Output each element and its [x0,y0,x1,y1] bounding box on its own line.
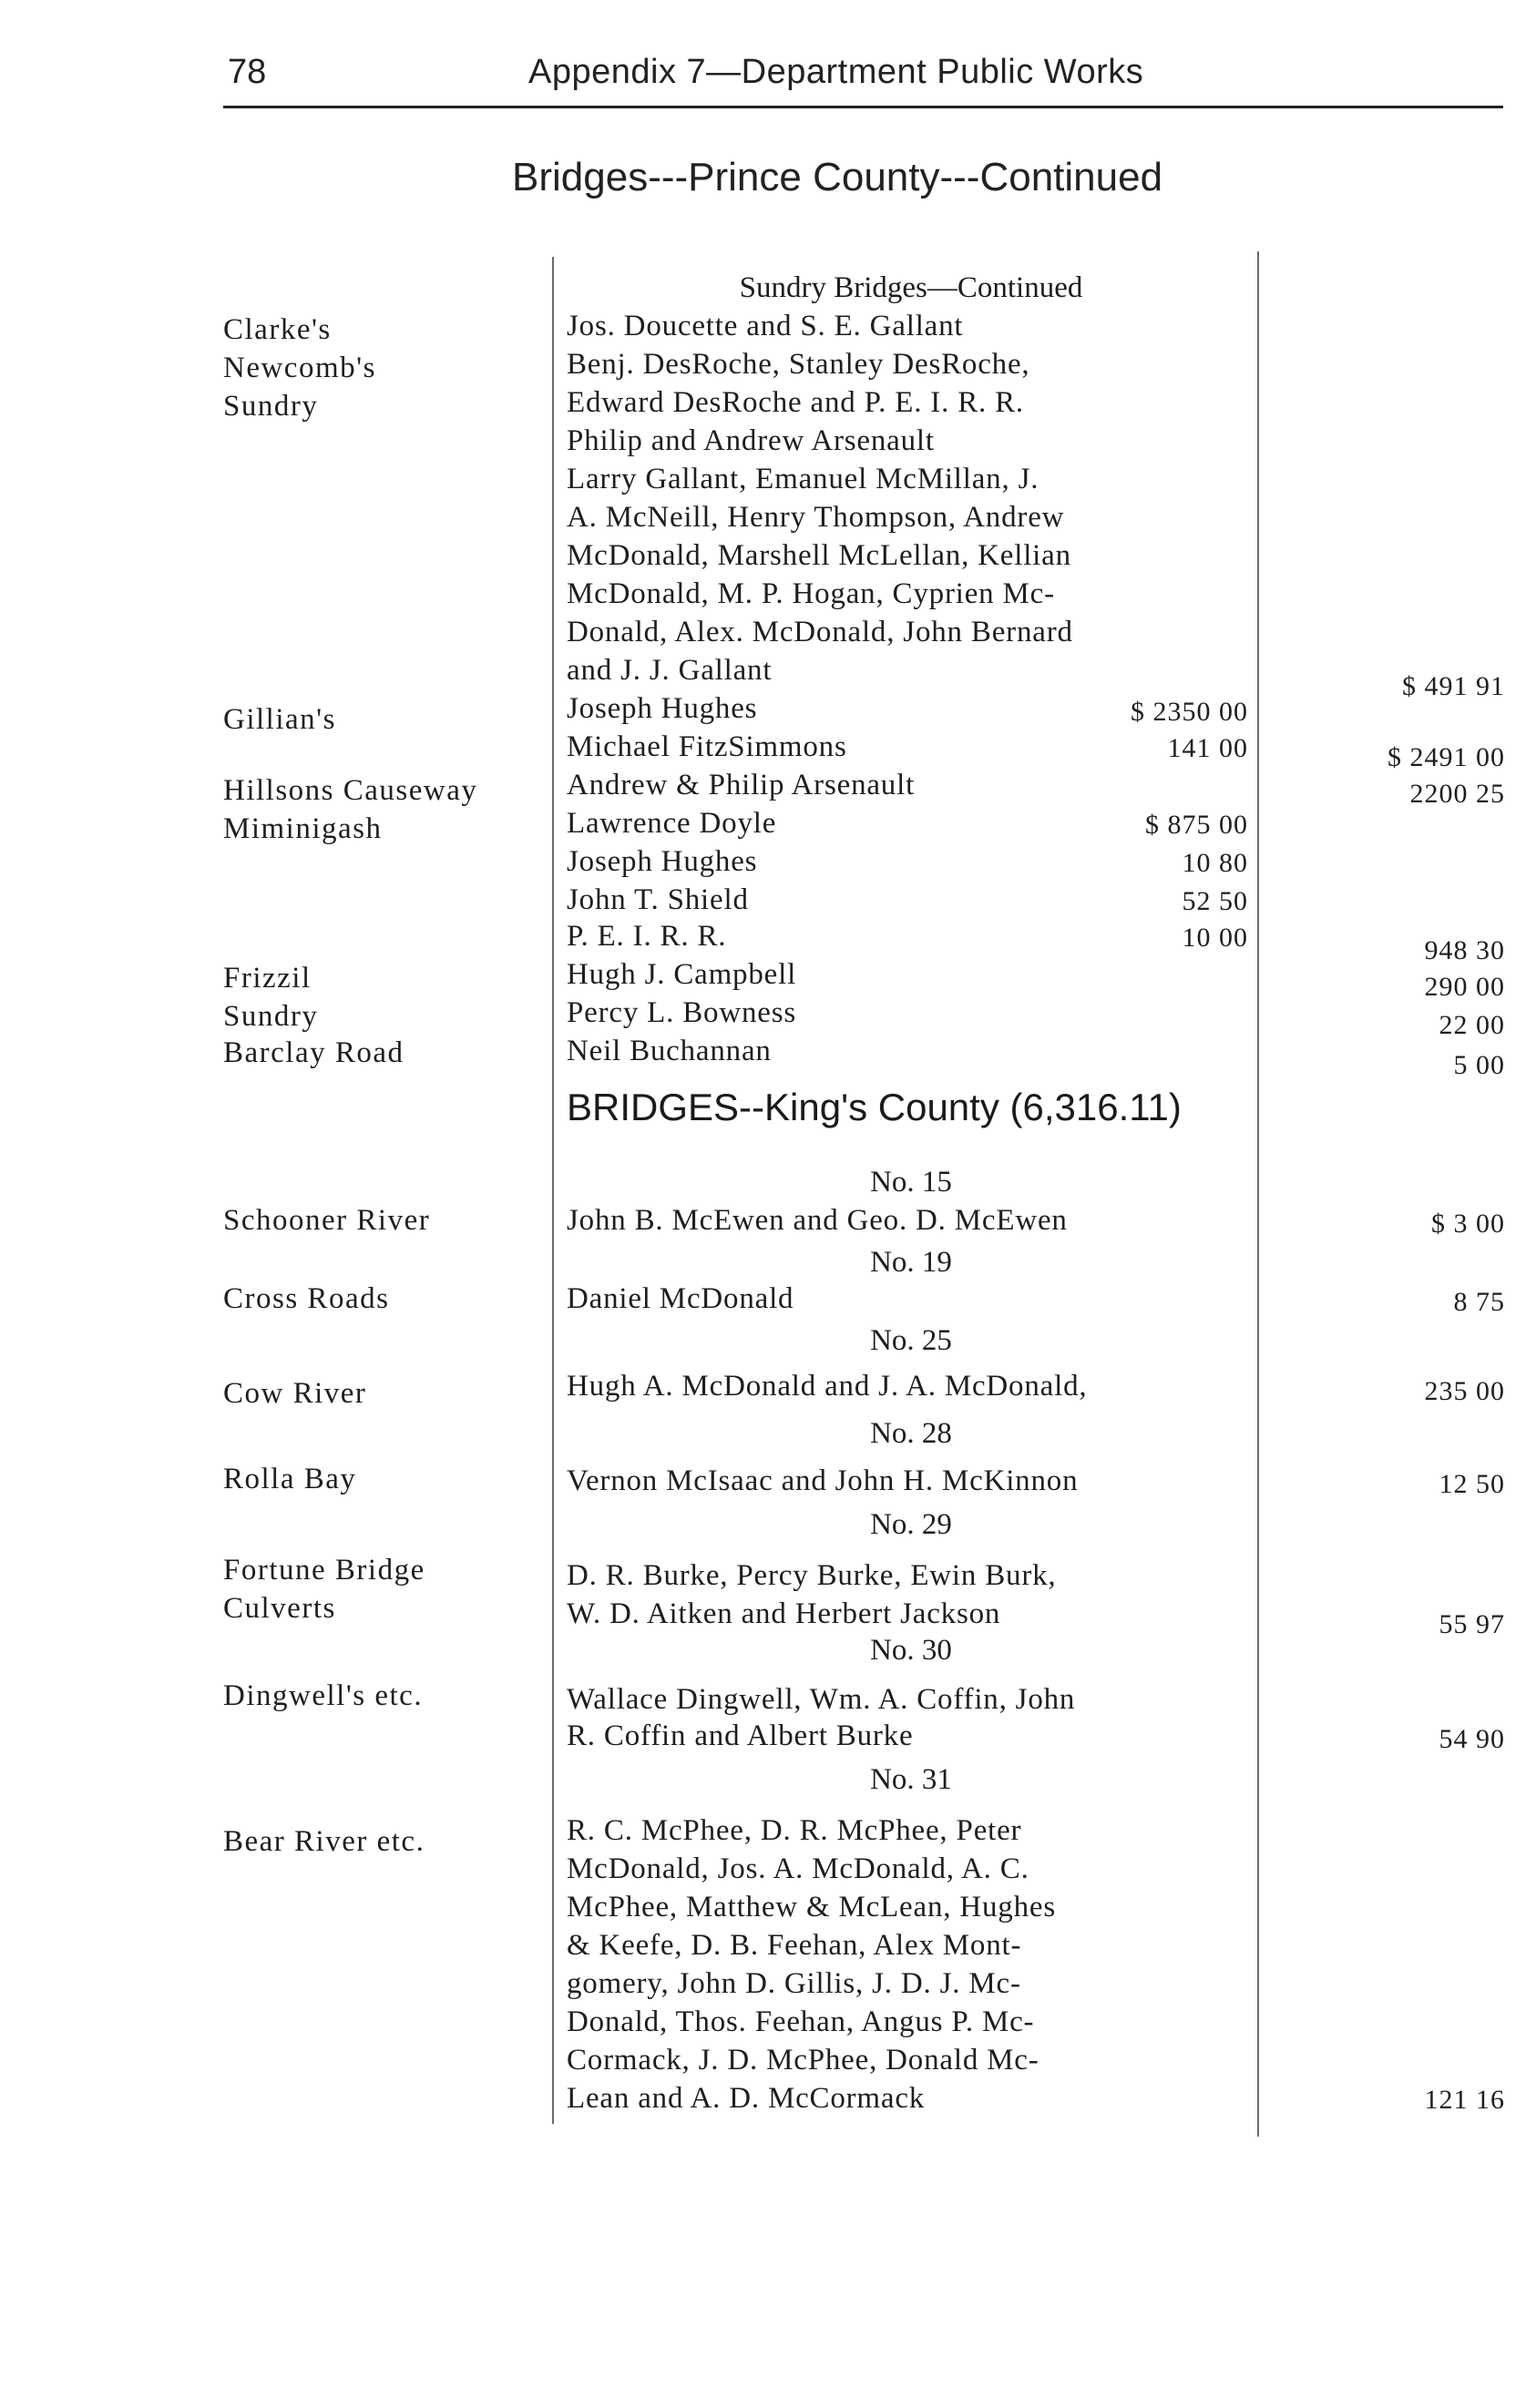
kings-county-heading: BRIDGES--King's County (6,316.11) [567,1086,1182,1128]
row-description: Lawrence Doyle [567,807,777,840]
row-location: Hillsons Causeway [223,774,478,807]
row-description: Edward DesRoche and P. E. I. R. R. [567,386,1024,419]
row-total: 948 30 [1424,935,1505,965]
row-description: Joseph Hughes [567,845,758,878]
running-head: Appendix 7—Department Public Works [528,53,1144,91]
page-number: 78 [228,53,267,91]
row-location: Clarke's [223,313,332,346]
row-amount: $ 875 00 [1145,810,1248,840]
row-location: Bear River etc. [223,1825,425,1858]
row-description: Lean and A. D. McCormack [567,2082,926,2115]
row-location: Newcomb's [223,352,376,384]
column-rule-left [552,257,554,2124]
row-description: Neil Buchannan [567,1035,772,1067]
row-location: Frizzil [223,962,312,995]
row-description: Michael FitzSimmons [567,730,847,763]
row-description: & Keefe, D. B. Feehan, Alex Mont- [567,1929,1022,1962]
row-description: McDonald, Jos. A. McDonald, A. C. [567,1852,1029,1885]
row-description: R. Coffin and Albert Burke [567,1719,914,1752]
row-description: John T. Shield [567,883,749,916]
row-total: $ 2491 00 [1388,742,1505,772]
row-description: Andrew & Philip Arsenault [567,769,916,801]
row-total: 290 00 [1424,972,1505,1002]
row-description: McPhee, Matthew & McLean, Hughes [567,1891,1056,1923]
row-amount: 10 00 [1182,923,1248,953]
row-description: Donald, Thos. Feehan, Angus P. Mc- [567,2005,1035,2038]
row-description: W. D. Aitken and Herbert Jackson [567,1597,1001,1630]
row-location: Sundry [223,1000,319,1033]
row-total: 235 00 [1424,1376,1505,1406]
bridge-number: No. 25 [870,1324,952,1357]
subheading: Sundry Bridges—Continued [739,271,1083,304]
row-description: McDonald, M. P. Hogan, Cyprien Mc- [567,577,1055,610]
section-title: Bridges---Prince County---Continued [512,155,1163,199]
row-total: 121 16 [1424,2085,1505,2115]
row-description: R. C. McPhee, D. R. McPhee, Peter [567,1814,1022,1847]
row-location: Sundry [223,390,319,423]
row-location: Cross Roads [223,1282,390,1315]
row-location: Cow River [223,1377,367,1410]
row-description: D. R. Burke, Percy Burke, Ewin Burk, [567,1559,1057,1592]
row-total: 5 00 [1453,1050,1505,1080]
row-total: $ 3 00 [1431,1209,1505,1239]
row-total: $ 491 91 [1402,671,1505,701]
row-location: Fortune Bridge [223,1554,425,1587]
row-location: Schooner River [223,1204,431,1237]
row-amount: 10 80 [1182,848,1248,878]
row-location: Miminigash [223,812,383,845]
bridge-number: No. 29 [870,1508,952,1541]
row-description: Donald, Alex. McDonald, John Bernard [567,616,1073,648]
row-amount: 52 50 [1182,886,1248,916]
row-description: A. McNeill, Henry Thompson, Andrew [567,501,1065,534]
row-description: Hugh A. McDonald and J. A. McDonald, [567,1370,1088,1403]
row-description: Benj. DesRoche, Stanley DesRoche, [567,348,1030,381]
row-description: Philip and Andrew Arsenault [567,424,935,457]
row-total: 2200 25 [1409,779,1505,809]
row-description: and J. J. Gallant [567,654,773,687]
row-description: Daniel McDonald [567,1282,794,1315]
bridge-number: No. 31 [870,1763,952,1796]
row-description: McDonald, Marshell McLellan, Kellian [567,539,1071,572]
row-total: 12 50 [1439,1469,1505,1499]
row-total: 54 90 [1439,1724,1505,1754]
row-description: Wallace Dingwell, Wm. A. Coffin, John [567,1683,1076,1716]
row-description: P. E. I. R. R. [567,920,727,953]
row-total: 55 97 [1439,1609,1505,1639]
row-location: Culverts [223,1592,336,1625]
bridge-number: No. 30 [870,1634,952,1667]
row-location: Barclay Road [223,1036,404,1069]
bridge-number: No. 19 [870,1246,952,1279]
row-amount: $ 2350 00 [1131,697,1248,727]
row-total: 22 00 [1439,1010,1505,1040]
header-rule [223,106,1503,108]
row-description: Jos. Doucette and S. E. Gallant [567,310,964,342]
row-description: Hugh J. Campbell [567,958,797,991]
bridge-number: No. 28 [870,1417,952,1450]
row-location: Dingwell's etc. [223,1679,424,1712]
row-location: Rolla Bay [223,1463,357,1495]
row-description: Joseph Hughes [567,692,758,725]
row-description: Vernon McIsaac and John H. McKinnon [567,1464,1079,1497]
row-amount: 141 00 [1167,733,1248,763]
column-rule-right [1257,251,1259,2137]
row-description: Cormack, J. D. McPhee, Donald Mc- [567,2044,1039,2076]
row-description: gomery, John D. Gillis, J. D. J. Mc- [567,1967,1021,2000]
row-description: Larry Gallant, Emanuel McMillan, J. [567,463,1039,495]
row-description: John B. McEwen and Geo. D. McEwen [567,1204,1068,1237]
row-description: Percy L. Bowness [567,996,797,1029]
bridge-number: No. 15 [870,1166,952,1199]
row-location: Gillian's [223,703,336,736]
row-total: 8 75 [1453,1287,1505,1317]
